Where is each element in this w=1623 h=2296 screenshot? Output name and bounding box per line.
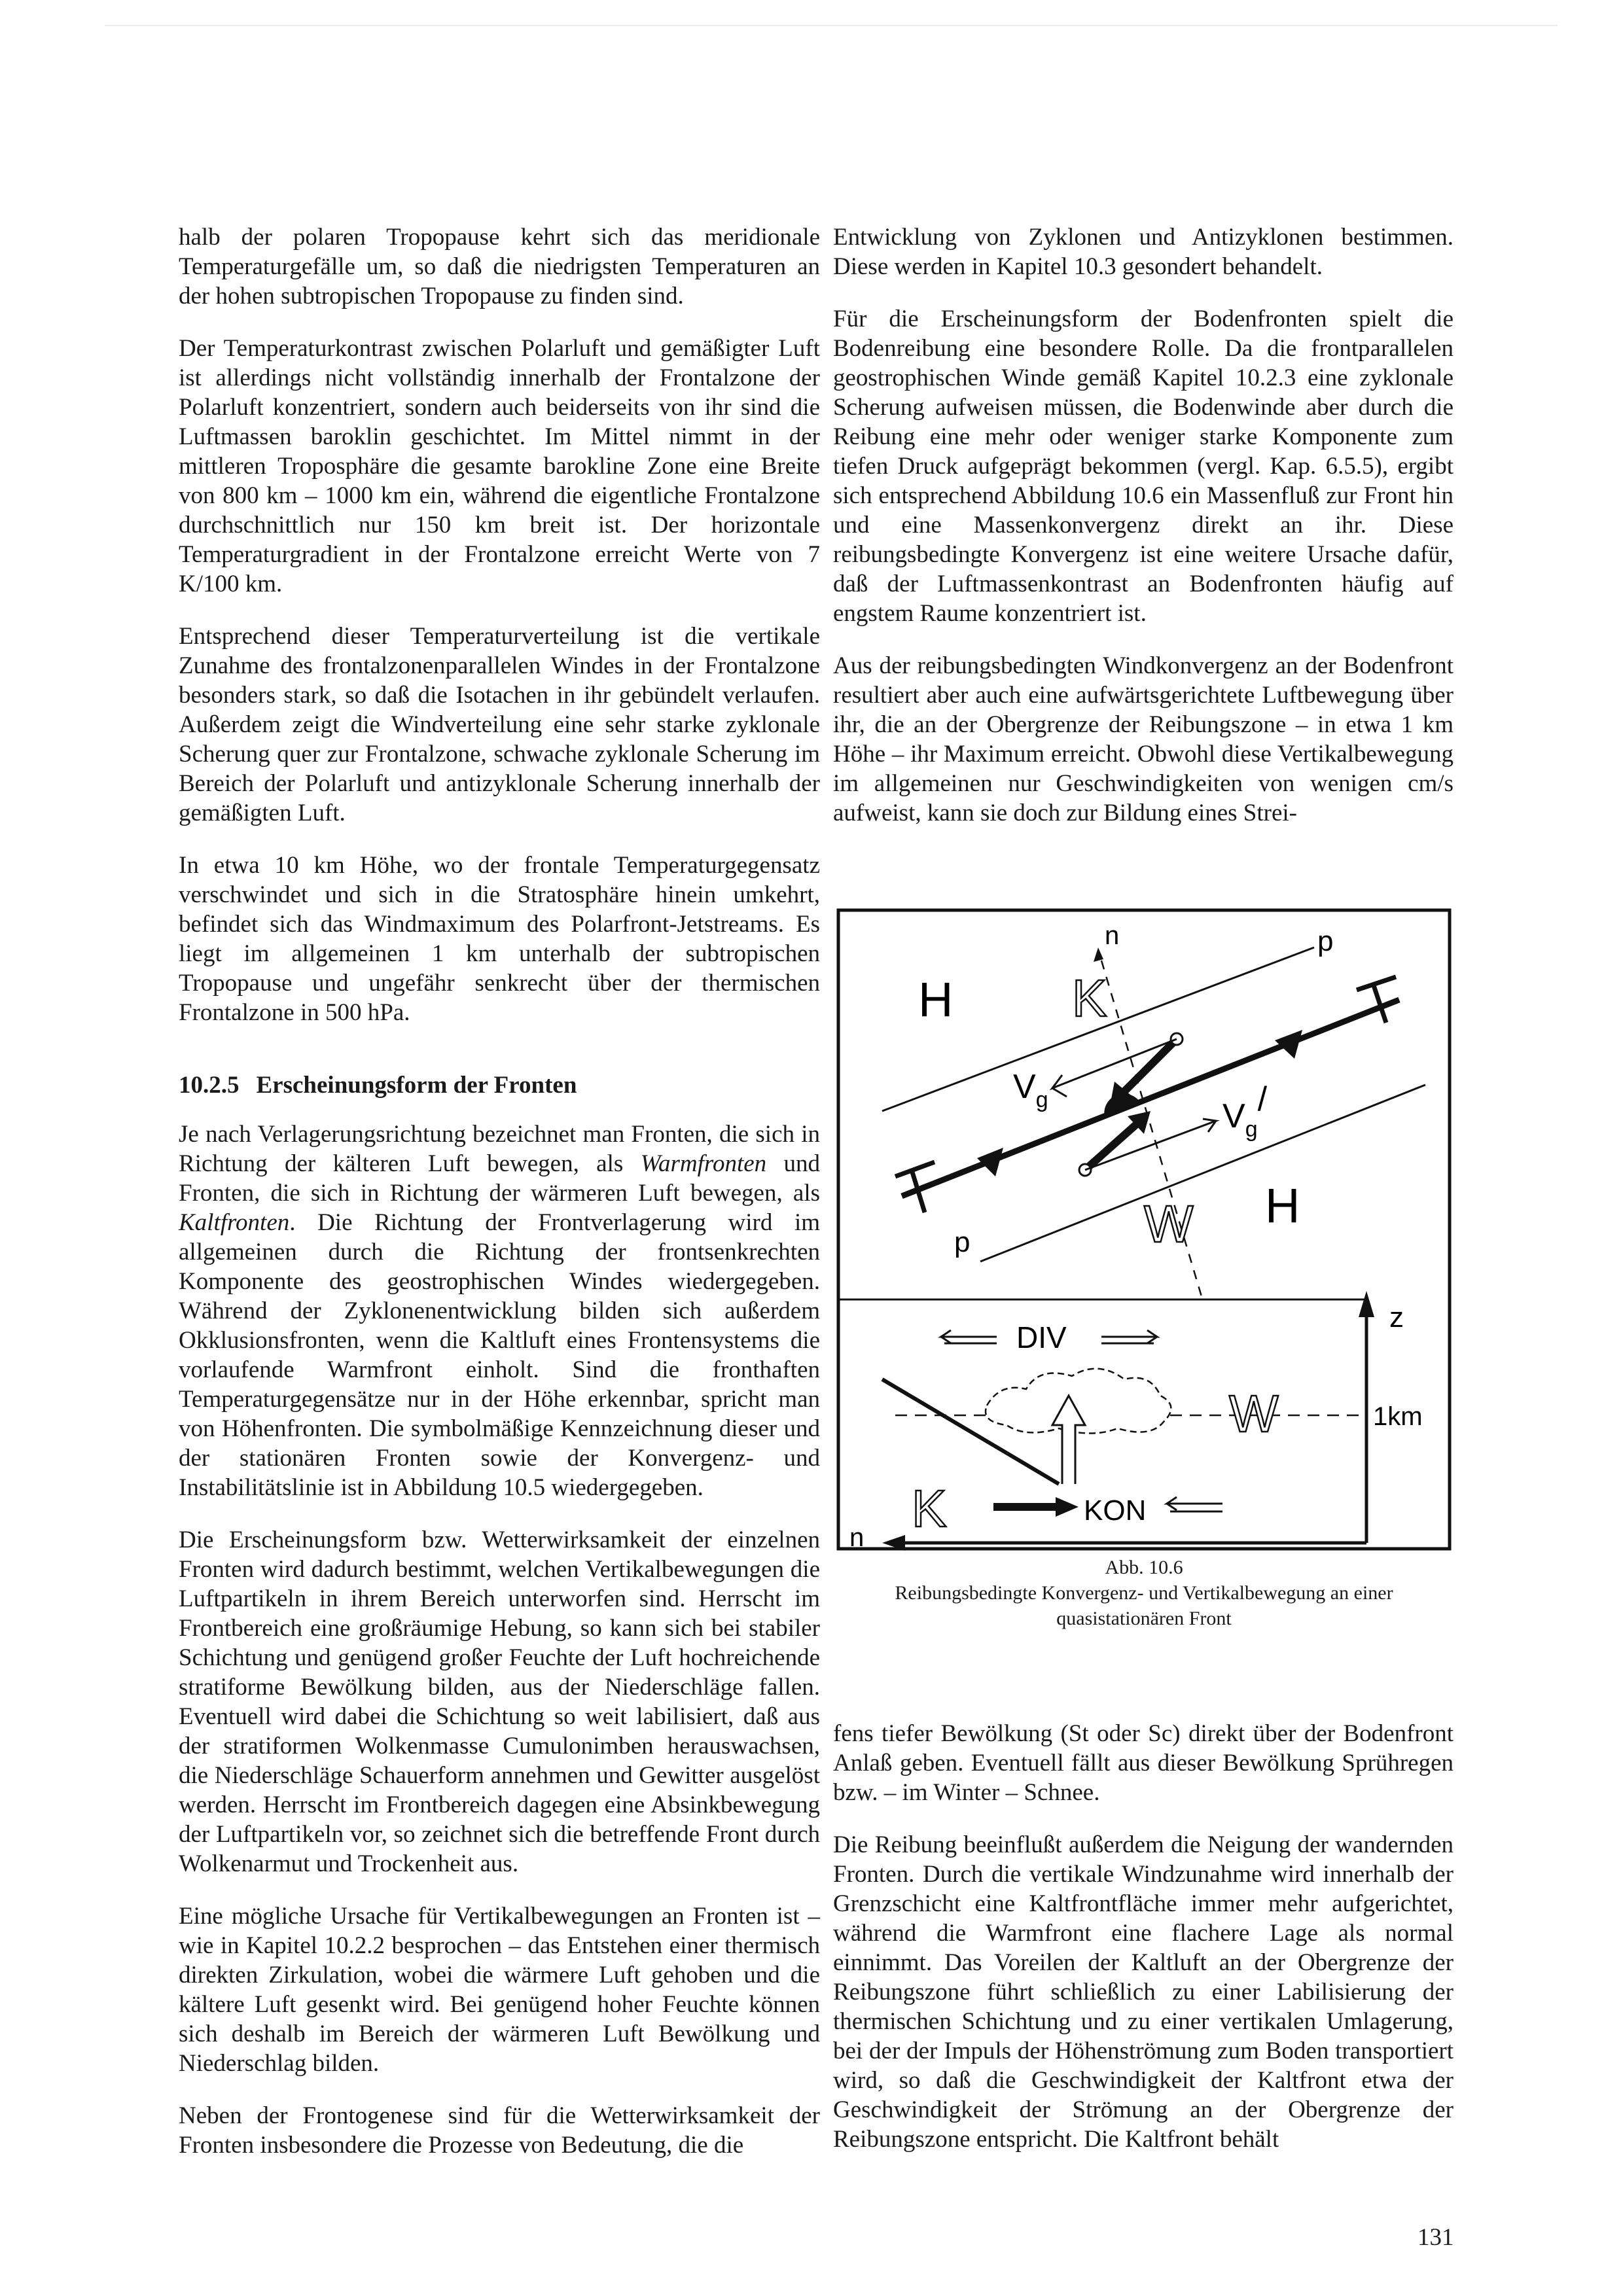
- label-vg-v: V: [1013, 1068, 1036, 1106]
- front-triangle: [977, 1148, 1003, 1176]
- label-p-top: p: [1317, 925, 1334, 957]
- section-number: 10.2.5: [179, 1072, 240, 1099]
- section-title: Erscheinungsform der Fronten: [256, 1072, 577, 1099]
- figure-diagram: [836, 908, 1452, 1551]
- div-arrow-left: [941, 1330, 997, 1343]
- label-h-left: H: [918, 972, 954, 1027]
- figure-caption: [836, 1555, 1452, 1631]
- text-run: . Die Richtung der Frontverlagerung wird im allgemeinen durch die Richtung der frontsenkrechten Komponente des geostrophischen Windes wiedergegeben. Während der Zyklonenentwicklung bilden sich außerdem Okklusionsfronten, wenn die Kaltluft eines Frontensystems die vorlaufende Warmfront einholt. Sind die fronthaften Temperaturgegensätze nur in der Höhe erkennbar, spricht man von Höhenfronten. Die symbolmäßige Kennzeichnung dieser und der stationären Fronten sowie der Konvergenz- und Instabilitätslinie ist in Abbildung 10.5 wiedergegeben.: [179, 1209, 820, 1501]
- text-run: Je nach Verlagerungsrichtung bezeichnet man Fronten, die sich in Richtung der kälteren Luft bewegen, als: [179, 1121, 820, 1177]
- kon-arrow-right: [1167, 1497, 1222, 1511]
- label-k-top: K: [1072, 969, 1107, 1027]
- label-n-top: n: [1105, 921, 1120, 950]
- label-h-right: H: [1265, 1178, 1300, 1233]
- paragraph: halb der polaren Tropopause kehrt sich das meridionale Temperaturgefälle um, so daß die niedrigsten Temperaturen an der hohen subtropischen Tropopause zu finden sind.: [179, 224, 820, 309]
- label-n-bottom: n: [849, 1523, 865, 1551]
- paragraph: Für die Erscheinungsform der Bodenfronten spielt die Bodenreibung eine besondere Rolle. Da die frontparallelen geostrophischen Winde gemäß Kapitel 10.2.3 eine zyklonale Scherung aufweisen müssen, die Bodenwinde aber durch die Reibung eine mehr oder weniger starke Komponente zum tiefen Druck aufgeprägt bekommen (vergl. Kap. 6.5.5), ergibt sich entsprechend Abbildung 10.6 ein Massenfluß zur Front hin und eine Massenkonvergenz direkt an ihr. Diese reibungsbedingte Konvergenz ist eine weitere Ursache dafür, daß der Luftmassenkontrast an Bodenfronten häufig auf engstem Raume konzentriert ist.: [833, 306, 1454, 627]
- caption-line: quasistationären Front: [1056, 1608, 1232, 1629]
- label-w-top: W: [1144, 1195, 1194, 1253]
- caption-title: Abb. 10.6: [1105, 1557, 1183, 1578]
- label-p-bottom: p: [954, 1226, 971, 1258]
- italic-term: Warmfronten: [640, 1150, 767, 1177]
- paragraph: Neben der Frontogenese sind für die Wetterwirksamkeit der Fronten insbesondere die Prozesse von Bedeutung, die die: [179, 2102, 820, 2159]
- caption-line: Reibungsbedingte Konvergenz- und Vertikalbewegung an einer: [895, 1582, 1393, 1604]
- paragraph: Entwicklung von Zyklonen und Antizyklonen bestimmen. Diese werden in Kapitel 10.3 gesondert behandelt.: [833, 224, 1454, 280]
- top-rule: [105, 25, 1558, 26]
- label-div: DIV: [1016, 1320, 1067, 1354]
- normal-arrowhead: [1094, 947, 1103, 962]
- paragraph: [179, 1120, 820, 1502]
- kon-arrowhead: [1056, 1497, 1079, 1517]
- label-vg-prime-mark: /: [1257, 1080, 1268, 1118]
- label-vg-prime-v: V: [1222, 1097, 1245, 1135]
- front-line: [902, 1000, 1399, 1196]
- paragraph: Die Reibung beeinflußt außerdem die Neigung der wandernden Fronten. Durch die vertikale Windzunahme wird innerhalb der Grenzschicht eine Kaltfrontfläche immer mehr aufgerichtet, während die Warmfront eine flachere Lage als normal einnimmt. Das Voreilen der Kaltluft an der Obergrenze der Reibungszone führt schließlich zu einer Labilisierung der thermischen Schichtung und zu einer vertikalen Umlagerung, bei der der Impuls der Höhenströmung zum Boden transportiert wird, so daß die Geschwindigkeit der Kaltfront etwa der Geschwindigkeit der Strömung an der Obergrenze der Reibungszone entspricht. Die Kaltfront behält: [833, 1831, 1454, 2153]
- paragraph: Aus der reibungsbedingten Windkonvergenz an der Bodenfront resultiert aber auch eine aufwärtsgerichtete Luftbewegung über ihr, die an der Obergrenze der Reibungszone – in etwa 1 km Höhe – ihr Maximum erreicht. Obwohl diese Vertikalbewegung im allgemeinen nur Geschwindigkeiten von wenigen cm/s aufweist, kann sie doch zur Bildung eines Strei-: [833, 652, 1454, 826]
- paragraph: Die Erscheinungsform bzw. Wetterwirksamkeit der einzelnen Fronten wird dadurch bestimmt, welchen Vertikalbewegungen die Luftpartikeln in ihrem Bereich unterworfen sind. Herrscht im Frontbereich eine großräumige Hebung, so kann sich bei stabiler Schichtung und genügend großer Feuchte der Luft hochreichende stratiforme Bewölkung bilden, aus der Niederschläge fallen. Eventuell wird dabei die Schichtung so weit labilisiert, daß aus der stratiformen Wolkenmasse Cumulonimben herauswachsen, die Niederschläge Schauerform annehmen und Gewitter ausgelöst werden. Herrscht im Frontbereich dagegen eine Absinkbewegung der Luftpartikeln vor, so zeichnet sich die betreffende Front durch Wolkenarmut und Trockenheit aus.: [179, 1527, 820, 1877]
- paragraph: fens tiefer Bewölkung (St oder Sc) direkt über der Bodenfront Anlaß geben. Eventuell fällt aus dieser Bewölkung Sprühregen bzw. – im Winter – Schnee.: [833, 1720, 1454, 1806]
- right-column-lower: [833, 1719, 1454, 2177]
- label-z: z: [1389, 1301, 1404, 1333]
- label-w-bottom: W: [1229, 1385, 1279, 1443]
- paragraph: Eine mögliche Ursache für Vertikalbewegungen an Fronten ist – wie in Kapitel 10.2.2 besprochen – das Entstehen einer thermisch direkten Zirkulation, wobei die wärmere Luft gehoben und die kältere Luft gesenkt wird. Bei genügend hoher Feuchte können sich deshalb im Bereich der wärmeren Luft Bewölkung und Niederschlag bilden.: [179, 1903, 820, 2077]
- label-1km: 1km: [1373, 1402, 1423, 1431]
- z-arrowhead: [1359, 1291, 1374, 1317]
- section-heading: [179, 1070, 820, 1100]
- paragraph: Der Temperaturkontrast zwischen Polarluft und gemäßigter Luft ist allerdings nicht vollständig innerhalb der Frontalzone der Polarluft konzentriert, sondern auch beiderseits von ihr sind die Luftmassen baroklin geschichtet. Im Mittel nimmt in der mittleren Troposphäre die gesamte barokline Zone eine Breite von 800 km – 1000 km ein, während die eigentliche Frontalzone durchschnittlich nur 150 km breit ist. Der horizontale Temperaturgradient in der Frontalzone erreicht Werte von 7 K/100 km.: [179, 335, 820, 597]
- page-number: 131: [1418, 2224, 1454, 2251]
- left-column: [179, 222, 820, 2183]
- label-vg-prime: [1222, 1080, 1268, 1142]
- italic-term: Kaltfronten: [179, 1209, 290, 1236]
- paragraph: In etwa 10 km Höhe, wo der frontale Temperaturgegensatz verschwindet und sich in die Stratosphäre hinein umkehrt, befindet sich das Windmaximum des Polarfront-Jetstreams. Es liegt im allgemeinen 1 km unterhalb der subtropischen Tropopause und ungefähr senkrecht über der thermischen Frontalzone in 500 hPa.: [179, 852, 820, 1026]
- wind-arrow-lower: [1085, 1118, 1144, 1170]
- label-vg-prime-sub: g: [1245, 1117, 1258, 1142]
- label-vg: [1013, 1068, 1048, 1112]
- text-run: und Fronten, die sich in Richtung der wärmeren Luft bewegen, als: [179, 1150, 821, 1207]
- paragraph: Entsprechend dieser Temperaturverteilung ist die vertikale Zunahme des frontalzonenparallelen Windes in der Frontalzone besonders stark, so daß die Isotachen in ihr gebündelt verlaufen. Außerdem zeigt die Windverteilung eine sehr starke zyklonale Scherung quer zur Frontalzone, schwache zyklonale Scherung im Bereich der Polarluft und antizyklonale Scherung innerhalb der gemäßigten Luft.: [179, 623, 820, 826]
- div-arrow-right: [1101, 1330, 1157, 1343]
- label-k-bottom: K: [912, 1479, 947, 1538]
- label-vg-sub: g: [1035, 1087, 1048, 1112]
- right-column: [833, 222, 1454, 851]
- label-kon: KON: [1084, 1494, 1147, 1527]
- figure-10-6: [836, 908, 1452, 1551]
